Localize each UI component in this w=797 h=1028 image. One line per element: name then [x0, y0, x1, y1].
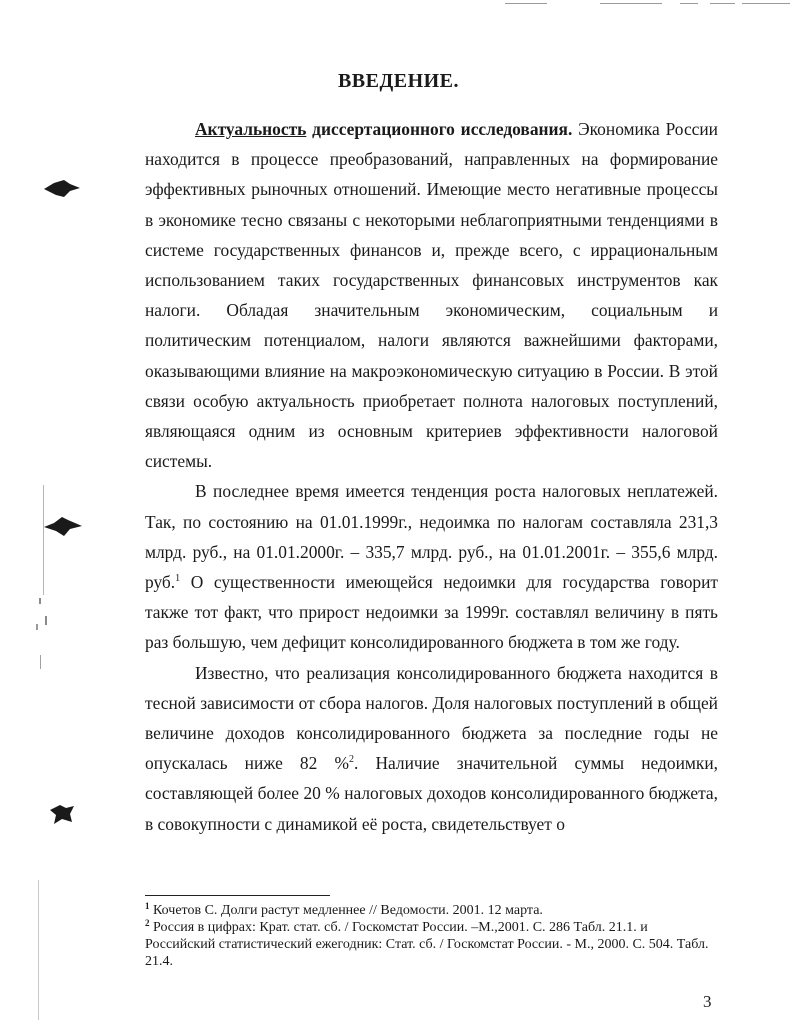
- scan-edge-mark: [505, 3, 547, 4]
- paragraph-tax-arrears: [145, 476, 718, 657]
- scan-edge-mark: [710, 3, 735, 4]
- page-heading: ВВЕДЕНИЕ.: [337, 70, 460, 92]
- scan-edge-mark: [680, 3, 698, 4]
- footnote-ref-1[interactable]: 1: [175, 573, 181, 585]
- footnote-1: [145, 902, 720, 919]
- budget-text-1: Известно, что реализация консолидированного бюджета находится в тесной зависимости от сбора налогов. Доля налоговых поступлений в общей величине доходов консолидированного бюджета за последние годы не опускалась ниже 82 %: [145, 662, 718, 774]
- scan-speck: [45, 616, 47, 625]
- relevance-text: Экономика России находится в процессе преобразований, направленных на формирование эффективных рыночных отношений. Имеющие место негативные процессы в экономике тесно связаны с некоторыми неблагоприятными тенденциями в системе государственных финансов и, прежде всего, с иррациональным использованием таких государственных финансовых инструментов как налоги. Обладая значительным экономическим, социальным и политическим потенциалом, налоги являются важнейшими факторами, оказывающими влияние на макроэкономическую ситуацию в России. В этой связи особую актуальность приобретает полнота налоговых поступлений, являющаяся одним из основным критериев эффективности налоговой системы.: [145, 119, 718, 472]
- footnote-number: 2: [145, 918, 150, 928]
- scan-margin-line: [38, 880, 39, 1020]
- footnote-divider: [145, 895, 330, 896]
- footnote-2: [145, 919, 720, 970]
- binding-hole-mark: [44, 800, 80, 828]
- relevance-lead-bold: диссертационного исследования.: [312, 119, 573, 139]
- scan-speck: [36, 624, 38, 630]
- scan-edge-mark: [600, 3, 662, 4]
- tax-arrears-text-1: В последнее время имеется тенденция роста налоговых неплатежей. Так, по состоянию на 01.01.1999г., недоимка по налогам составляла 231,3 млрд. руб., на 01.01.2000г. – 335,7 млрд. руб., на 01.01.2001г. – 355,6 млрд. руб.: [145, 481, 718, 593]
- scan-edge-mark: [742, 3, 790, 4]
- body-text: [145, 114, 718, 839]
- binding-hole-mark: [40, 176, 84, 202]
- tax-arrears-text-2: О существенности имеющейся недоимки для государства говорит также тот факт, что прирост недоимки за 1999г. составлял величину в пять раз большую, чем дефицит консолидированного бюджета в том же году.: [145, 572, 718, 653]
- footnote-ref-2[interactable]: 2: [348, 754, 354, 766]
- budget-text-2: . Наличие значительной суммы недоимки, составляющей более 20 % налоговых доходов консолидированного бюджета, в совокупности с динамикой её роста, свидетельствует о: [145, 753, 718, 834]
- relevance-lead-underlined: Актуальность: [195, 119, 307, 139]
- footnote-text: Россия в цифрах: Крат. стат. сб. / Госкомстат России. –М.,2001. С. 286 Табл. 21.1. и Российский статистический ежегодник: Стат. сб. / Госкомстат России. - М., 2000. С. 504. Табл. 21.4.: [145, 920, 709, 969]
- scan-speck: [39, 598, 41, 604]
- footnote-number: 1: [145, 901, 150, 911]
- paragraph-relevance: [145, 114, 718, 476]
- footnotes: [145, 902, 720, 970]
- binding-hole-mark: [42, 514, 86, 540]
- paragraph-budget: [145, 658, 718, 839]
- page-number: 3: [703, 992, 712, 1011]
- footnote-text: Кочетов С. Долги растут медленнее // Ведомости. 2001. 12 марта.: [153, 903, 543, 918]
- scan-margin-line: [43, 485, 44, 595]
- scan-speck: [40, 655, 41, 669]
